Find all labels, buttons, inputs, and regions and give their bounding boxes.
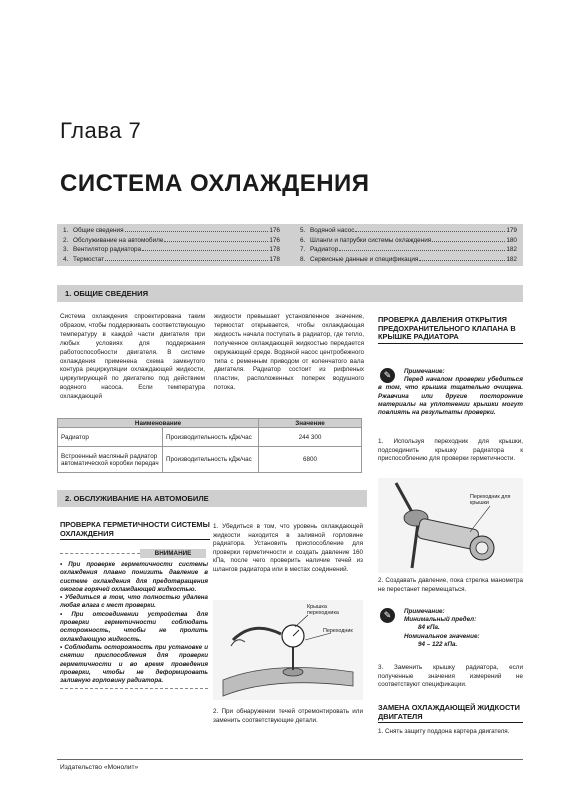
toc-item[interactable] [63,237,280,244]
note-pressure-values [404,616,524,649]
warning-divider [60,553,140,554]
chapter-number: Глава 7 [60,118,142,143]
toc-item-number: 8. [300,255,306,263]
figure-label-cap: Крышка переходника [307,604,339,617]
toc-item-page: 179 [506,227,517,234]
warning-item: • При отсоединении устройства для проверки герметичности соблюдать осторожность, чтобы не пролить охлаждающую жидкость. [60,610,208,643]
toc-leader [142,250,268,251]
subheading-leak-test: ПРОВЕРКА ГЕРМЕТИЧНОСТИ СИСТЕМЫ ОХЛАЖДЕНИЯ [60,521,210,540]
toc-leader [125,231,269,232]
cap-test-step-1: 1. Используя переходник для крышки, подсоединить крышку радиатора к приспособлению для проверки герметичности. [378,438,523,463]
spec-header-value: Значение [259,419,362,428]
note-label: Примечание: [404,368,445,375]
spec-table-header [58,419,362,428]
footer-divider [57,759,523,760]
toc-leader [432,241,505,242]
toc-item-page: 178 [269,255,280,263]
toc-left-column [63,227,280,263]
note-pencil-icon: ✎ [380,368,395,383]
spec-cell-name: Встроенный масляный радиатор автоматической коробки передач [58,447,163,473]
leak-test-step-1: 1. Убедиться в том, что уровень охлаждающей жидкости находится в заливной горловине радиатора. Установить приспособление для проверки герметичности и создать давление 160 кПа, после чего проверить наличие течей из шлангов радиатора или в местах соединений. [213,523,363,573]
warning-item: • Убедиться в том, что полностью удалена любая влага с мест проверки. [60,594,208,610]
spec-header-name: Наименование [58,419,259,428]
warning-item: • Соблюдать осторожность при установке и снятии приспособления для проверки герметичности и во время проведения проверки, чтобы не деформировать заливную горловину радиатора. [60,643,208,685]
toc-leader [355,231,505,232]
spec-cell-name: Радиатор [58,428,163,447]
toc-item[interactable] [63,227,280,234]
toc-item-number: 5. [300,227,306,234]
figure-leak-tester [213,600,363,700]
note-pencil-icon: ✎ [380,608,395,623]
note-text: Перед началом проверки убедиться в том, что крышка тщательно очищена. Ржавчина или другие посторонние материалы на уплотнении крышки могут повлиять на результаты проверки. [378,376,523,417]
section-heading-maintenance: 2. ОБСЛУЖИВАНИЕ НА АВТОМОБИЛЕ [57,490,367,507]
spec-table [57,418,362,473]
figure-label-adapter: Переходник [323,628,353,634]
table-row [58,428,362,447]
page-title: СИСТЕМА ОХЛАЖДЕНИЯ [60,170,370,197]
toc-item-page: 182 [506,246,517,254]
warning-label: ВНИМАНИЕ [140,549,206,558]
toc-item-number: 7. [300,246,306,254]
toc-item-number: 6. [300,236,306,244]
spec-cell-value: 6800 [259,447,362,473]
warning-box [60,561,208,689]
toc-item[interactable] [300,237,517,244]
note-line: Номинальное значение: [404,632,480,640]
toc-item-title: Вентилятор радиатора [73,246,142,254]
toc-item[interactable] [300,256,517,263]
toc-item-page: 176 [269,227,280,234]
figure-label-cap-adapter: Переходник для крышки [470,494,511,507]
toc-item[interactable] [63,256,280,263]
note-line: Минимальный предел: [404,616,477,623]
toc-item-title: Радиатор [310,246,339,254]
toc-item[interactable] [300,227,517,234]
cap-test-step-2: 2. Создавать давление, пока стрелка манометра не перестанет перемещаться. [378,577,523,593]
subheading-coolant-replacement: ЗАМЕНА ОХЛАЖДАЮЩЕЙ ЖИДКОСТИ ДВИГАТЕЛЯ [378,704,523,723]
spec-cell-value: 244 300 [259,428,362,447]
general-paragraph-left: Система охлаждения спроектирована таким образом, чтобы поддерживать соответствующую температуру в каждой части двигателя при любых условиях для поддержания работоспособности двигателя. В системе охлаждения применена схема замкнутого контура рециркуляции охлаждающей жидкости, циркулирующей по двигателю под действием водяного насоса. Если температура охлаждающей [60,313,205,401]
note-line: 84 кПа. [418,624,440,632]
toc-item[interactable] [300,246,517,253]
toc-item-number: 4. [63,255,69,263]
toc-item-title: Сервисные данные и спецификация [310,255,419,263]
figure-cap-adapter [378,478,523,573]
toc-leader [419,260,505,261]
table-row [58,447,362,473]
cap-adapter-illustration [378,478,523,573]
leak-test-step-2: 2. При обнаружении течей отремонтировать или заменить соответствующие детали. [213,708,363,724]
toc-item-number: 3. [63,246,69,254]
toc-item[interactable] [63,246,280,253]
toc-item-page: 176 [269,236,280,244]
toc-item-title: Шланги и патрубки системы охлаждения [310,236,432,244]
cap-test-step-3: 3. Заменить крышку радиатора, если полученные значения измерений не соответствуют спецификации. [378,664,523,689]
toc-right-column [300,227,517,263]
spec-cell-param: Производительность кДж/час [163,447,259,473]
toc-leader [339,250,505,251]
coolant-step-1: 1. Снять защиту поддона картера двигателя. [378,728,510,735]
note-line: 94 – 122 кПа. [418,640,458,648]
warning-item: • При проверке герметичности системы охлаждения плавно понизить давление в системе охлаждения для предотвращения ожогов горячей охлаждающей жидкостью. [60,561,208,593]
toc-item-title: Обслуживание на автомобиле [73,236,164,244]
toc-item-title: Термостат [73,255,104,263]
note-label: Примечание: [404,608,445,615]
toc-item-title: Водяной насос [310,227,355,234]
section-heading-general: 1. ОБЩИЕ СВЕДЕНИЯ [57,285,523,302]
subheading-cap-valve: ПРОВЕРКА ДАВЛЕНИЯ ОТКРЫТИЯ ПРЕДОХРАНИТЕЛЬНОГО КЛАПАНА В КРЫШКЕ РАДИАТОРА [378,316,523,344]
toc-item-page: 178 [269,246,280,254]
toc-item-title: Общие сведения [73,227,124,234]
toc-item-page: 180 [506,236,517,244]
toc-leader [105,260,268,261]
toc-item-number: 2. [63,236,69,244]
toc-leader [164,241,268,242]
toc-item-number: 1. [63,227,69,234]
toc-item-page: 182 [506,255,517,263]
general-paragraph-right: жидкости превышает установленное значение, термостат открывается, чтобы охлаждающая жидкость начала поступать в радиатор, где тепло, полученное охлаждающей жидкостью передается окружающей среде. Водяной насос центробежного типа с ременным приводом от коленчатого вала двигателя. Радиатор состоит из рифленых пластин, расположенных поперек водушного потока. [214,313,364,392]
publisher-footer: Издательство «Монолит» [60,764,139,771]
spec-cell-param: Производительность кДж/час [163,428,259,447]
table-of-contents [57,224,523,266]
